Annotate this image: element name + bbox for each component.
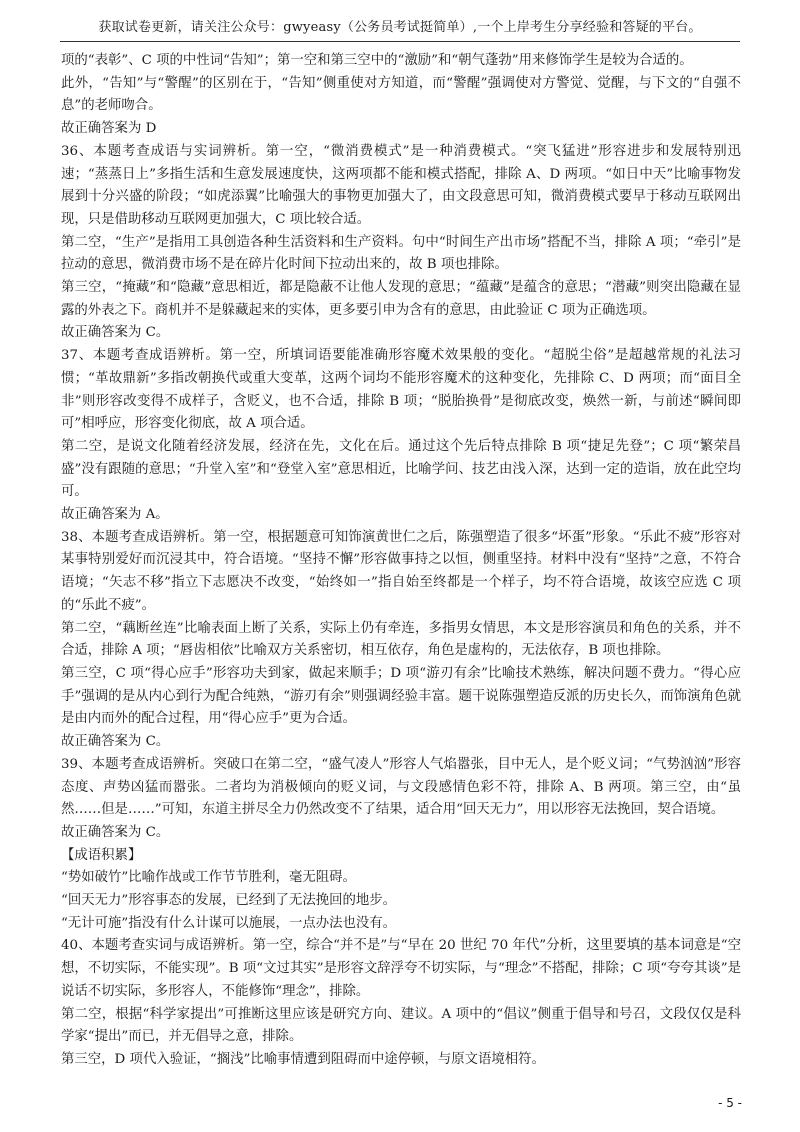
- question-39-explanation: 39、本题考查成语辨析。突破口在第二空，“盛气凌人”形容人气焰嚣张，目中无人，是个贬义词；“气势汹汹”形容态度、声势凶猛而嚣张。二者均为消极倾向的贬义词，与文段感情色彩不符，排除 A、B 两项。第三空，由“虽然……但是……”可知，东道主拼尽全力仍然改变不了结果，适合用“回天无力”，用以形容无法挽回，契合语境。: [61, 756, 741, 818]
- question-36-explanation: 36、本题考查成语与实词辨析。第一空，“微消费模式”是一种消费模式。“突飞猛进”形容进步和发展特别迅速；“蒸蒸日上”多指生活和生意发展速度快，这两项都不能和模式搭配，排除 A、D 两项。“如日中天”比喻事物发展到十分兴盛的阶段；“如虎添翼”比喻强大的事物更加强大了，由文段意思可知，微消费模式要早于移动互联网出现，只是借助移动互联网更加强大，C 项比较合适。: [61, 143, 741, 227]
- header-divider: [60, 41, 740, 42]
- page-number: - 5 -: [718, 1096, 742, 1110]
- idiom-note: “势如破竹”比喻作战或工作节节胜利，毫无阻碍。: [61, 870, 356, 886]
- paragraph: 项的“表彰”、C 项的中性词“告知”；第一空和第三空中的“激励”和“朝气蓬勃”用来修饰学生是较为合适的。: [61, 53, 693, 68]
- paragraph: 第二空，是说文化随着经济发展，经济在先，文化在后。通过这个先后特点排除 B 项“捷足先登”；C 项“繁荣昌盛”没有跟随的意思；“升堂入室”和“登堂入室”意思相近，比喻学问、技艺由浅入深，达到一定的造诣，放在此空均可。: [61, 438, 741, 500]
- paragraph: 第三空，“掩藏”和“隐藏”意思相近，都是隐蔽不让他人发现的意思；“蕴藏”是蕴含的意思；“潜藏”则突出隐藏在显露的外表之下。商机并不是躲藏起来的实体，更多要引申为含有的意思，由此验证 C 项为正确选项。: [61, 280, 741, 318]
- section-heading: 【成语积累】: [61, 847, 142, 863]
- question-38-explanation: 38、本题考查成语辨析。第一空，根据题意可知饰演黄世仁之后，陈强塑造了很多“坏蛋”形象。“乐此不疲”形容对某事特别爱好而沉浸其中，符合语境。“坚持不懈”形容做事持之以恒，侧重坚持。材料中没有“坚持”之意，不符合语境；“矢志不移”指立下志愿决不改变，“始终如一”指自始至终都是一个样子，均不符合语境，故该空应选 C 项的“乐此不疲”。: [61, 529, 741, 613]
- answer-line: 故正确答案为 C。: [61, 325, 170, 341]
- idiom-note: “回天无力”形容事态的发展，已经到了无法挽回的地步。: [61, 893, 397, 909]
- answer-explanations: [61, 50, 741, 1072]
- answer-line: 故正确答案为 C。: [61, 824, 170, 840]
- answer-line: 故正确答案为 A。: [61, 507, 169, 523]
- question-37-explanation: 37、本题考查成语辨析。第一空，所填词语要能准确形容魔术效果般的变化。“超脱尘俗”是超越常规的礼法习惯；“革故鼎新”多指改朝换代或重大变革，这两个词均不能形容魔术的这种变化，先排除 C、D 两项；而“面目全非”则形容改变得不成样子，含贬义，也不合适，排除 B 项；“脱胎换骨”是彻底改变，焕然一新，与前述“瞬间即可”相呼应，形容变化彻底，故 A 项合适。: [61, 348, 741, 432]
- paragraph: 第三空，D 项代入验证，“搁浅”比喻事情遭到阻碍而中途停顿，与原文语境相符。: [61, 1051, 545, 1067]
- answer-line: 故正确答案为 D: [61, 121, 157, 137]
- paragraph: 第二空，“生产”是指用工具创造各种生活资料和生产资料。句中“时间生产出市场”搭配不当，排除 A 项；“牵引”是拉动的意思，微消费市场不是在碎片化时间下拉动出来的，故 B 项也排除。: [61, 234, 741, 273]
- paragraph: 第三空，C 项“得心应手”形容功夫到家，做起来顺手；D 项“游刃有余”比喻技术熟练，解决问题不费力。“得心应手”强调的是从内心到行为配合纯熟，“游刃有余”则强调经验丰富。题干说陈强塑造反派的历史长久，而饰演角色就是由内而外的配合过程，用“得心应手”更为合适。: [61, 665, 741, 727]
- paragraph: 第二空，根据“科学家提出”可推断这里应该是研究方向、建议。A 项中的“倡议”侧重于倡导和号召，文段仅仅是科学家“提出”而已，并无倡导之意，排除。: [61, 1006, 741, 1045]
- idiom-note: “无计可施”指没有什么计谋可以施展，一点办法也没有。: [61, 915, 397, 931]
- paragraph: 此外，“告知”与“警醒”的区别在于，“告知”侧重使对方知道，而“警醒”强调使对方警觉、觉醒，与下文的“自强不息”的老师吻合。: [61, 75, 741, 114]
- page-header: [0, 0, 800, 44]
- answer-line: 故正确答案为 C。: [61, 734, 170, 750]
- header-notice: 获取试卷更新，请关注公众号：gwyeasy（公务员考试挺简单）,一个上岸考生分享经验和答疑的平台。: [98, 20, 702, 35]
- paragraph: 第二空，“藕断丝连”比喻表面上断了关系，实际上仍有牵连，多指男女情思，本文是形容演员和角色的关系，并不合适，排除 A 项；“唇齿相依”比喻双方关系密切，相互依存，角色是虚构的，无法依存，B 项也排除。: [61, 620, 741, 659]
- question-40-explanation: 40、本题考查实词与成语辨析。第一空，综合“并不是”与“早在 20 世纪 70 年代”分析，这里要填的基本词意是“空想，不切实际，不能实现”。B 项“文过其实”是形容文辞浮夸不切实际，与“理念”不搭配，排除；C 项“夸夸其谈”是说话不切实际，多形容人，不能修饰“理念”，排除。: [61, 938, 741, 999]
